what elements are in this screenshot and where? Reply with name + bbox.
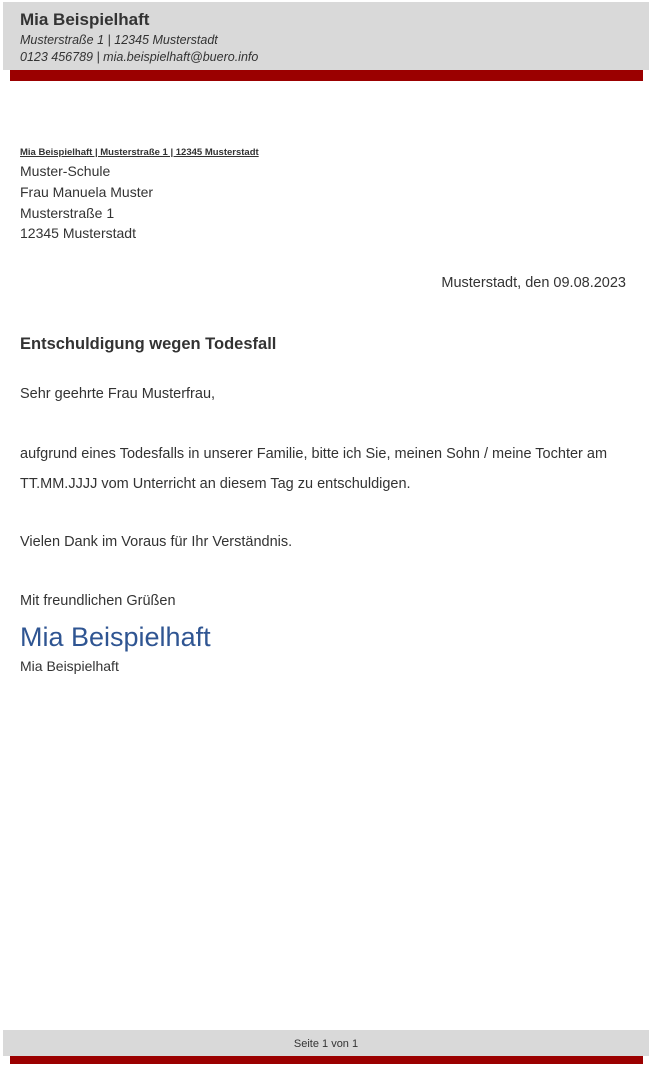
recipient-line: Muster-Schule [20,163,111,179]
letter-subject: Entschuldigung wegen Todesfall [20,335,277,353]
footer-accent-bar [10,1056,643,1064]
letter-date: Musterstadt, den 09.08.2023 [441,275,626,291]
page-number: Seite 1 von 1 [293,1038,359,1050]
return-address-line: Mia Beispielhaft | Musterstraße 1 | 12345 Musterstadt [20,147,259,158]
signer-name: Mia Beispielhaft [20,658,119,674]
letterhead [3,2,649,70]
page-footer [3,1030,649,1056]
sender-address: Musterstraße 1 | 12345 Musterstadt [20,33,218,47]
recipient-line: 12345 Musterstadt [20,225,136,242]
sender-contact: 0123 456789 | mia.beispielhaft@buero.info [20,50,259,64]
header-accent-bar [10,70,643,81]
sender-name: Mia Beispielhaft [20,10,150,29]
closing: Mit freundlichen Grüßen [20,593,176,609]
thanks-paragraph: Vielen Dank im Voraus für Ihr Verständnis. [20,534,293,550]
body-paragraph: aufgrund eines Todesfalls in unserer Familie, bitte ich Sie, meinen Sohn / meine Tochter am TT.MM.JJJJ vom Unterricht an diesem Tag zu entschuldigen. [20,446,608,492]
recipient-line: Frau Manuela Muster [20,183,154,200]
recipient-address [20,161,153,244]
signature: Mia Beispielhaft [20,622,211,652]
salutation: Sehr geehrte Frau Musterfrau, [20,386,216,402]
recipient-line: Musterstraße 1 [20,204,115,221]
